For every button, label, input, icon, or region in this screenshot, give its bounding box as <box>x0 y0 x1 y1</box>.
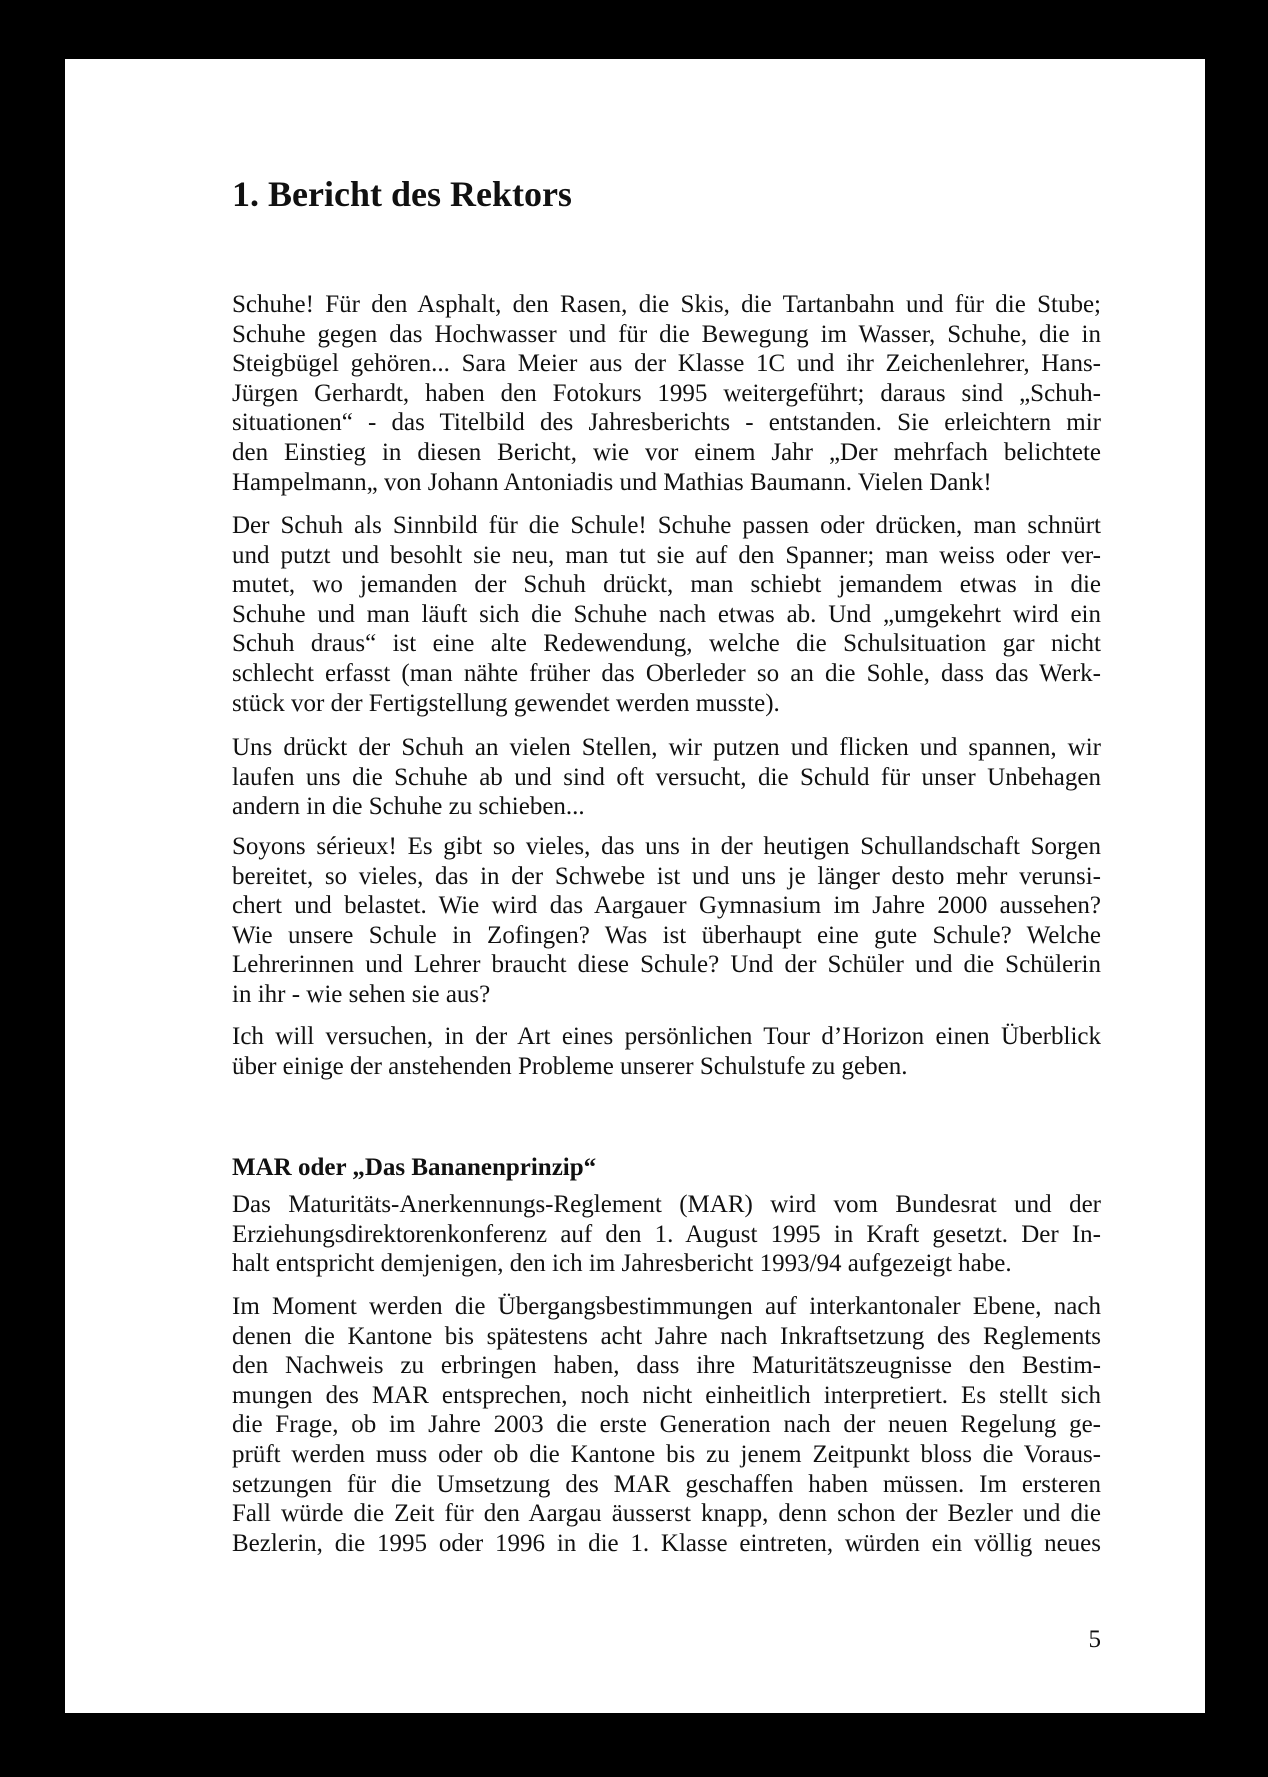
text-line: Jürgen Gerhardt, haben den Fotokurs 1995 weitergeführt; daraus sind „Schuh- <box>232 379 1101 407</box>
text-line: chert und belastet. Wie wird das Aargauer Gymnasium im Jahre 2000 aussehen? <box>232 892 1101 920</box>
text-line: die Frage, ob im Jahre 2003 die erste Generation nach der neuen Regelung ge- <box>232 1411 1101 1439</box>
text-line: Das Maturitäts-Anerkennungs-Reglement (MAR) wird vom Bundesrat und der <box>232 1191 1101 1218</box>
text-line: Bezlerin, die 1995 oder 1996 in die 1. Klasse eintreten, würden ein völlig neues <box>232 1529 1101 1557</box>
text-line: Soyons sérieux! Es gibt so vieles, das uns in der heutigen Schullandschaft Sorgen <box>232 833 1101 860</box>
text-line: Ich will versuchen, in der Art eines persönlichen Tour d’Horizon einen Überblick <box>232 1023 1101 1050</box>
section-heading-mar: MAR oder „Das Bananenprinzip“ <box>232 1154 597 1181</box>
text-line: schlecht erfasst (man nähte früher das Oberleder so an die Sohle, dass das Werk- <box>232 659 1101 687</box>
paragraph-mar-reglement <box>232 1190 1101 1279</box>
text-line: laufen uns die Schuhe ab und sind oft versucht, die Schuld für unser Unbehagen <box>232 763 1101 791</box>
text-line: Uns drückt der Schuh an vielen Stellen, wir putzen und flicken und spannen, wir <box>232 734 1101 761</box>
paragraph-shoes-intro <box>232 290 1101 497</box>
text-line: Erziehungsdirektorenkonferenz auf den 1. August 1995 in Kraft gesetzt. Der In- <box>232 1220 1101 1248</box>
text-line: Der Schuh als Sinnbild für die Schule! Schuhe passen oder drücken, man schnürt <box>232 512 1101 539</box>
text-line: in ihr - wie sehen sie aus? <box>232 980 491 1008</box>
text-line: andern in die Schuhe zu schieben... <box>232 793 585 821</box>
text-line: den Einstieg in diesen Bericht, wie vor einem Jahr „Der mehrfach belichtete <box>232 438 1101 466</box>
text-line: situationen“ - das Titelbild des Jahresberichts - entstanden. Sie erleichtern mir <box>232 409 1101 437</box>
paragraph-soyons-serieux <box>232 832 1101 1010</box>
text-line: bereitet, so vieles, das in der Schwebe ist und uns je länger desto mehr verunsi- <box>232 862 1101 890</box>
text-line: stück vor der Fertigstellung gewendet werden musste). <box>232 689 780 717</box>
text-line: setzungen für die Umsetzung des MAR geschaffen haben müssen. Im ersteren <box>232 1470 1101 1498</box>
text-line: prüft werden muss oder ob die Kantone bis zu jenem Zeitpunkt bloss die Voraus- <box>232 1440 1101 1468</box>
text-line: und putzt und besohlt sie neu, man tut sie auf den Spanner; man weiss oder ver- <box>232 541 1101 569</box>
text-line: Schuh draus“ ist eine alte Redewendung, welche die Schulsituation gar nicht <box>232 630 1101 658</box>
paragraph-transition-rules <box>232 1292 1101 1558</box>
text-line: mungen des MAR entsprechen, noch nicht einheitlich interpretiert. Es stellt sich <box>232 1381 1101 1409</box>
text-line: über einige der anstehenden Probleme unserer Schulstufe zu geben. <box>232 1052 908 1080</box>
paragraph-shoe-symbol <box>232 511 1101 718</box>
text-line: Schuhe gegen das Hochwasser und für die Bewegung im Wasser, Schuhe, die in <box>232 320 1101 348</box>
text-line: Im Moment werden die Übergangsbestimmungen auf interkantonaler Ebene, nach <box>232 1293 1101 1320</box>
text-line: halt entspricht demjenigen, den ich im Jahresbericht 1993/94 aufgezeigt habe. <box>232 1250 1012 1278</box>
text-line: den Nachweis zu erbringen haben, dass ihre Maturitätszeugnisse den Bestim- <box>232 1352 1101 1380</box>
page-number: 5 <box>1088 1626 1101 1653</box>
page-title: 1. Bericht des Rektors <box>232 174 572 214</box>
text-line: Hampelmann„ von Johann Antoniadis und Mathias Baumann. Vielen Dank! <box>232 468 992 496</box>
text-line: Fall würde die Zeit für den Aargau äusserst knapp, denn schon der Bezler und die <box>232 1500 1101 1528</box>
text-line: Schuhe! Für den Asphalt, den Rasen, die Skis, die Tartanbahn und für die Stube; <box>232 291 1101 318</box>
text-line: Schuhe und man läuft sich die Schuhe nach etwas ab. Und „umgekehrt wird ein <box>232 600 1101 628</box>
text-line: Steigbügel gehören... Sara Meier aus der Klasse 1C und ihr Zeichenlehrer, Hans- <box>232 350 1101 378</box>
document-page <box>65 59 1205 1713</box>
paragraph-shoe-pinches <box>232 733 1101 822</box>
text-line: Lehrerinnen und Lehrer braucht diese Schule? Und der Schüler und die Schülerin <box>232 951 1101 979</box>
paragraph-tour-dhorizon <box>232 1022 1101 1081</box>
text-line: denen die Kantone bis spätestens acht Jahre nach Inkraftsetzung des Reglements <box>232 1322 1101 1350</box>
text-line: mutet, wo jemanden der Schuh drückt, man schiebt jemandem etwas in die <box>232 571 1101 599</box>
text-line: Wie unsere Schule in Zofingen? Was ist überhaupt eine gute Schule? Welche <box>232 921 1101 949</box>
